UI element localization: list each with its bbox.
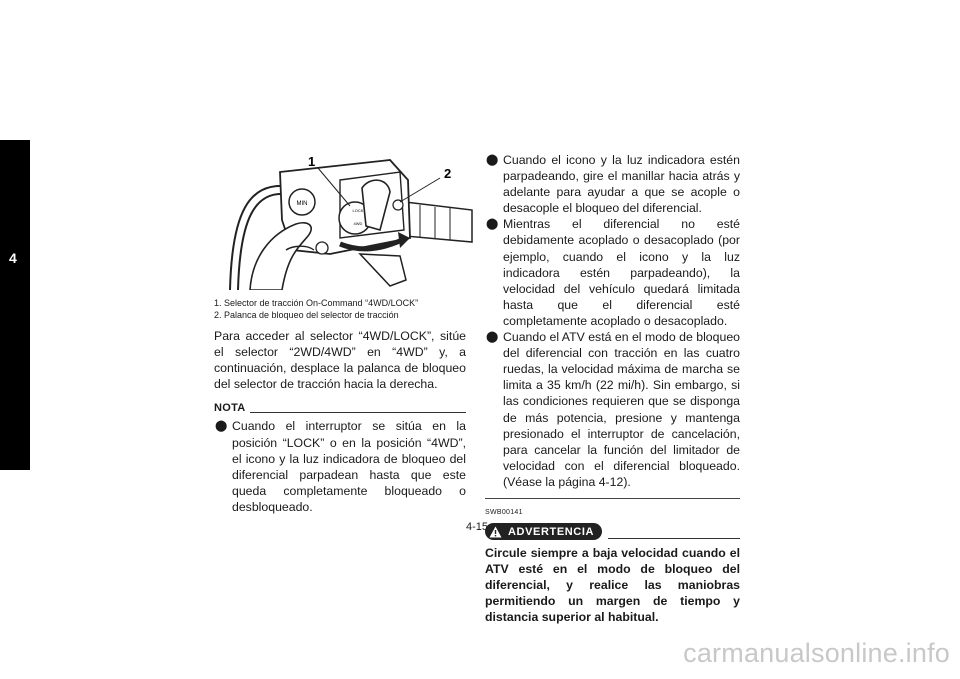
bullet-icon: ⬤ <box>486 218 499 231</box>
right-column <box>485 152 740 626</box>
warning-top-rule <box>485 498 740 499</box>
caption-1: 1. Selector de tracción On-Command “4WD/LOCK” <box>214 298 419 308</box>
list-item-text: Cuando el ATV está en el modo de bloqueo del diferencial con tracción en las cuatro ruedas, la velocidad máxima de marcha se limita a 35 km/h (22 mi/h). Sin embargo, si las condiciones requieren que se disponga de más potencia, presione y mantenga presionado el interruptor de cancelación, para cancelar la función del limitador de velocidad con el diferencial bloqueado. (Véase la página 4-12). <box>503 330 740 489</box>
intro-paragraph: Para acceder al selector “4WD/LOCK”, sitúe el selector “2WD/4WD” en “4WD” y, a continuación, desplace la palanca de bloqueo del selector de tracción hacia la derecha. <box>214 329 466 392</box>
lock-label: LOCK <box>352 208 364 213</box>
caption-2: 2. Palanca de bloqueo del selector de tracción <box>214 310 399 320</box>
warning-badge <box>485 523 602 540</box>
bullet-icon: ⬤ <box>215 420 228 433</box>
warning-rule <box>608 538 740 539</box>
bullet-icon: ⬤ <box>486 331 499 344</box>
chapter-number: 4 <box>9 250 17 266</box>
warning-code: SWB00141 <box>485 508 523 516</box>
figure-captions <box>214 297 474 321</box>
list-item <box>485 329 740 490</box>
bullet-icon: ⬤ <box>486 154 499 166</box>
warning-header <box>485 523 740 540</box>
chapter-tab <box>0 140 30 470</box>
min-label: MIN <box>296 201 308 207</box>
4wd-label: 4WD <box>353 221 363 226</box>
callout-2: 2 <box>444 166 452 181</box>
handlebar-switch-illustration <box>210 150 474 290</box>
nota-item-text: Cuando el interruptor se sitúa en la posición “LOCK” o en la posición “4WD”, el icono y la luz indicadora de bloqueo del diferencial parpadean hasta que este queda completamente bloqueado o desbloqueado. <box>232 419 466 514</box>
nota-rule <box>250 412 466 413</box>
list-item-text: Cuando el icono y la luz indicadora estén parpadeando, gire el manillar hacia atrás y adelante para ayudar a que se acople o desacople el bloqueo del diferencial. <box>503 153 740 216</box>
list-item-text: Mientras el diferencial no esté debidamente acoplado o desacoplado (por ejemplo, cuando el icono y la luz indicadora estén parpadeando), la velocidad del vehículo quedará limitada hasta que el diferencial esté completamente acoplado o desacoplado. <box>503 217 740 328</box>
warning-triangle-icon <box>489 526 502 538</box>
page-number: 4-15 <box>466 521 489 533</box>
callout-1: 1 <box>308 154 316 169</box>
nota-header <box>214 400 466 416</box>
left-column <box>214 328 466 515</box>
nota-label: NOTA <box>214 402 246 415</box>
list-item <box>485 152 740 216</box>
list-item <box>485 216 740 329</box>
nota-item <box>214 418 466 515</box>
warning-text: Circule siempre a baja velocidad cuando el ATV esté en el modo de bloqueo del diferencial, y realice las maniobras permitiendo un margen de tiempo y distancia superior al habitual. <box>485 546 740 625</box>
warning-label: ADVERTENCIA <box>508 525 595 538</box>
watermark: carmanualsonline.info <box>683 638 950 668</box>
